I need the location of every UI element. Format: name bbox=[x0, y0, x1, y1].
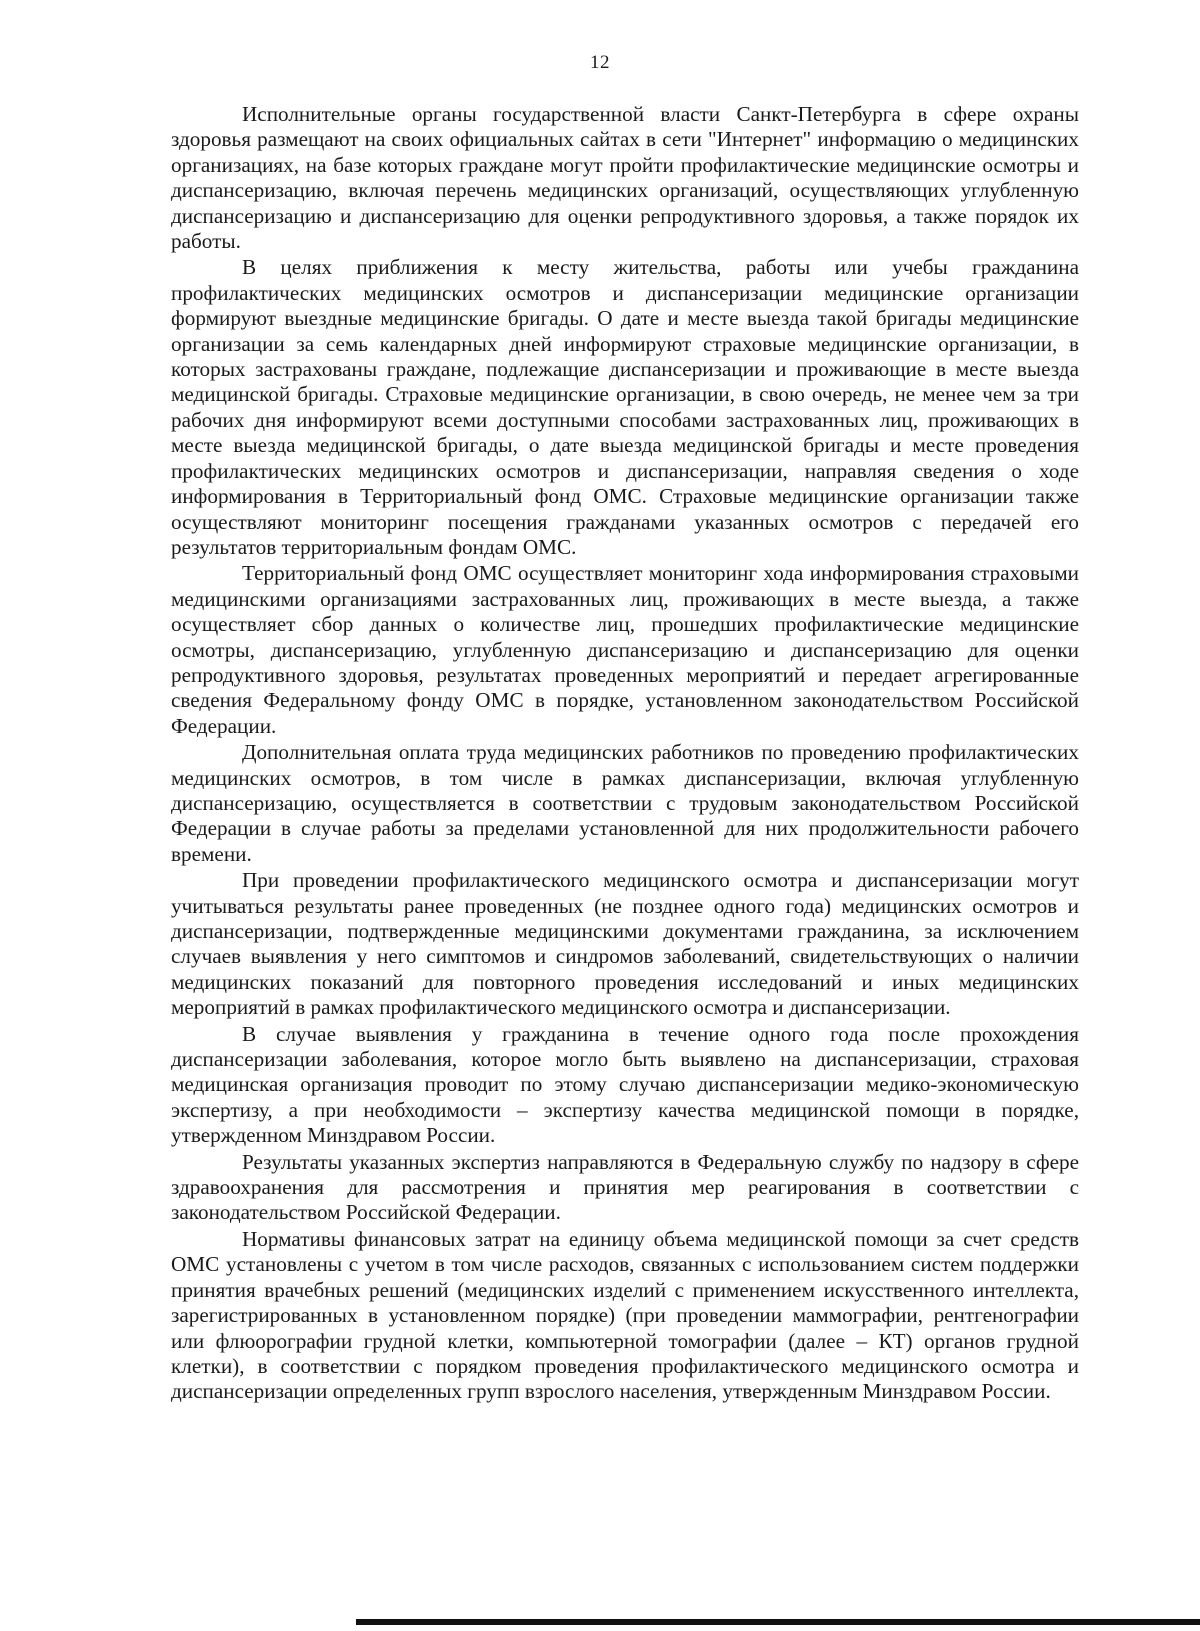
paragraph-7: Результаты указанных экспертиз направляются в Федеральную службу по надзору в сфере здравоохранения для рассмотрения и принятия мер реагирования в соответствии с законодательством Российской Федерации. bbox=[171, 1149, 1079, 1225]
paragraph-6: В случае выявления у гражданина в течение одного года после прохождения диспансеризации заболевания, которое могло быть выявлено на диспансеризации, страховая медицинская организация проводит по этому случаю диспансеризации медико-экономическую экспертизу, а при необходимости – экспертизу качества медицинской помощи в порядке, утвержденном Минздравом России. bbox=[171, 1021, 1079, 1148]
paragraph-4: Дополнительная оплата труда медицинских работников по проведению профилактических медицинских осмотров, в том числе в рамках диспансеризации, включая углубленную диспансеризацию, осуществляется в соответствии с трудовым законодательством Российской Федерации в случае работы за пределами установленной для них продолжительности рабочего времени. bbox=[171, 740, 1079, 866]
document-body bbox=[171, 102, 1079, 1406]
paragraph-1: Исполнительные органы государственной власти Санкт-Петербурга в сфере охраны здоровья размещают на своих официальных сайтах в сети "Интернет" информацию о медицинских организациях, на базе которых граждане могут пройти профилактические медицинские осмотры и диспансеризацию, включая перечень медицинских организаций, осуществляющих углубленную диспансеризацию и диспансеризацию для оценки репродуктивного здоровья, а также порядок их работы. bbox=[171, 102, 1079, 254]
paragraph-3: Территориальный фонд ОМС осуществляет мониторинг хода информирования страховыми медицинскими организациями застрахованных лиц, проживающих в месте выезда, а также осуществляет сбор данных о количестве лиц, прошедших профилактические медицинские осмотры, диспансеризацию, углубленную диспансеризацию и диспансеризацию для оценки репродуктивного здоровья, результатах проведенных мероприятий и передает агрегированные сведения Федеральному фонду ОМС в порядке, установленном законодательством Российской Федерации. bbox=[171, 561, 1079, 738]
paragraph-2: В целях приближения к месту жительства, работы или учебы гражданина профилактических медицинских осмотров и диспансеризации медицинские организации формируют выездные медицинские бригады. О дате и месте выезда такой бригады медицинские организации за семь календарных дней информируют страховые медицинские организации, в которых застрахованы граждане, подлежащие диспансеризации и проживающие в месте выезда медицинской бригады. Страховые медицинские организации, в свою очередь, не менее чем за три рабочих дня информируют всеми доступными способами застрахованных лиц, проживающих в месте выезда медицинской бригады, о дате выезда медицинской бригады и месте проведения профилактических медицинских осмотров и диспансеризации, направляя сведения о ходе информирования в Территориальный фонд ОМС. Страховые медицинские организации также осуществляют мониторинг посещения гражданами указанных осмотров с передачей его результатов территориальным фондам ОМС. bbox=[171, 255, 1079, 559]
paragraph-8: Нормативы финансовых затрат на единицу объема медицинской помощи за счет средств ОМС установлены с учетом в том числе расходов, связанных с использованием систем поддержки принятия врачебных решений (медицинских изделий с применением искусственного интеллекта, зарегистрированных в установленном порядке) (при проведении маммографии, рентгенографии или флюорографии грудной клетки, компьютерной томографии (далее – КТ) органов грудной клетки), в соответствии с порядком проведения профилактического медицинского осмотра и диспансеризации определенных групп взрослого населения, утвержденным Минздравом России. bbox=[171, 1226, 1079, 1404]
paragraph-5: При проведении профилактического медицинского осмотра и диспансеризации могут учитываться результаты ранее проведенных (не позднее одного года) медицинских осмотров и диспансеризации, подтвержденные медицинскими документами гражданина, за исключением случаев выявления у него симптомов и синдромов заболеваний, свидетельствующих о наличии медицинских показаний для повторного проведения исследований и иных медицинских мероприятий в рамках профилактического медицинского осмотра и диспансеризации. bbox=[171, 868, 1079, 1020]
page-number: 12 bbox=[590, 52, 610, 73]
scan-bottom-edge bbox=[356, 1619, 1200, 1625]
